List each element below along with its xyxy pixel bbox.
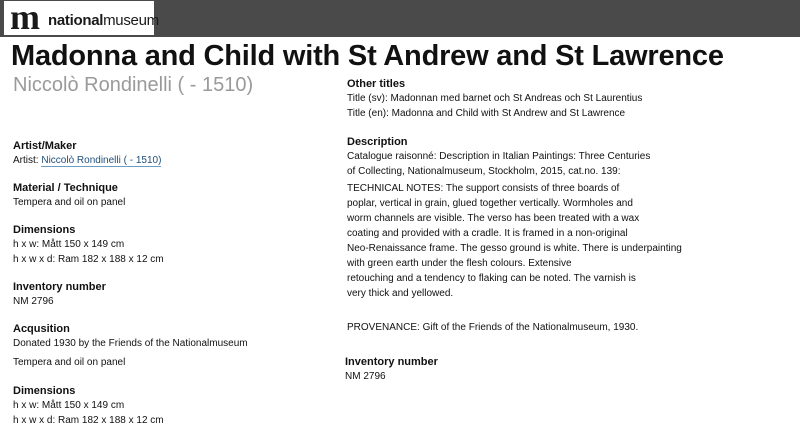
page-title: Madonna and Child with St Andrew and St Lawrence — [11, 40, 724, 72]
inventory-section — [13, 280, 106, 309]
dimensions-section — [13, 223, 164, 267]
dimensions-repeat-value-1: h x w: Mått 150 x 149 cm — [13, 400, 125, 411]
artist-link[interactable]: Niccolò Rondinelli ( - 1510) — [41, 155, 162, 166]
logo-wordmark — [48, 12, 159, 29]
acquisition-section — [13, 322, 248, 351]
title-en: Title (en): Madonna and Child with St Andrew and St Lawrence — [347, 108, 626, 119]
provenance-text: PROVENANCE: Gift of the Friends of the Nationalmuseum, 1930. — [347, 322, 639, 333]
dimensions-repeat-section — [13, 384, 164, 428]
top-bar — [0, 0, 800, 37]
inventory-value: NM 2796 — [13, 296, 54, 307]
description-line: poplar, vertical in grain, glued together vertically. Wormholes and — [347, 198, 633, 209]
artist-subtitle: Niccolò Rondinelli ( - 1510) — [13, 74, 254, 96]
acquisition-value: Donated 1930 by the Friends of the Nationalmuseum — [13, 338, 248, 349]
logo-wordmark-rest: museum — [103, 12, 159, 29]
dimensions-repeat-value-2: h x w x d: Ram 182 x 188 x 12 cm — [13, 415, 164, 426]
artist-prefix: Artist: — [13, 155, 42, 166]
nationalmuseum-logo[interactable] — [4, 0, 159, 37]
dimensions-label: Dimensions — [13, 224, 76, 236]
material-repeat-value: Tempera and oil on panel — [13, 357, 126, 368]
dimensions-value-2: h x w x d: Ram 182 x 188 x 12 cm — [13, 254, 164, 265]
description-line: Neo-Renaissance frame. The gesso ground is white. There is underpainting — [347, 243, 682, 254]
description-line: worm channels are visible. The verso has been treated with a wax — [347, 213, 640, 224]
description-line: TECHNICAL NOTES: The support consists of three boards of — [347, 183, 620, 194]
material-repeat — [13, 355, 125, 370]
material-section — [13, 181, 125, 210]
inventory-right-label: Inventory number — [345, 356, 438, 368]
description-label: Description — [347, 136, 408, 148]
provenance-section — [347, 320, 638, 335]
acquisition-label: Acqusition — [13, 323, 70, 335]
other-titles-label: Other titles — [347, 78, 406, 90]
description-line: very thick and yellowed. — [347, 288, 454, 299]
description-line: with green earth under the flesh colours. Extensive — [347, 258, 572, 269]
artist-value — [13, 153, 161, 168]
title-sv: Title (sv): Madonnan med barnet och St Andreas och St Laurentius — [347, 93, 643, 104]
description-line: of Collecting, Nationalmuseum, Stockholm, 2015, cat.no. 139: — [347, 166, 621, 177]
description-line: coating and provided with a cradle. It is framed in a non-original — [347, 228, 628, 239]
other-titles-section — [347, 77, 642, 121]
description-line: retouching and a tendency to flaking can be noted. The varnish is — [347, 273, 636, 284]
dimensions-value-1: h x w: Mått 150 x 149 cm — [13, 239, 125, 250]
inventory-label: Inventory number — [13, 281, 106, 293]
artist-maker-section — [13, 139, 161, 168]
material-label: Material / Technique — [13, 182, 118, 194]
description-section — [347, 135, 682, 301]
description-line: Catalogue raisonné: Description in Italian Paintings: Three Centuries — [347, 151, 651, 162]
inventory-right-value: NM 2796 — [345, 371, 386, 382]
logo-mark: m — [10, 0, 39, 37]
artist-maker-label: Artist/Maker — [13, 140, 77, 152]
dimensions-repeat-label: Dimensions — [13, 385, 76, 397]
inventory-right-section — [345, 355, 438, 384]
logo-wordmark-bold: national — [48, 12, 104, 29]
material-value: Tempera and oil on panel — [13, 197, 126, 208]
